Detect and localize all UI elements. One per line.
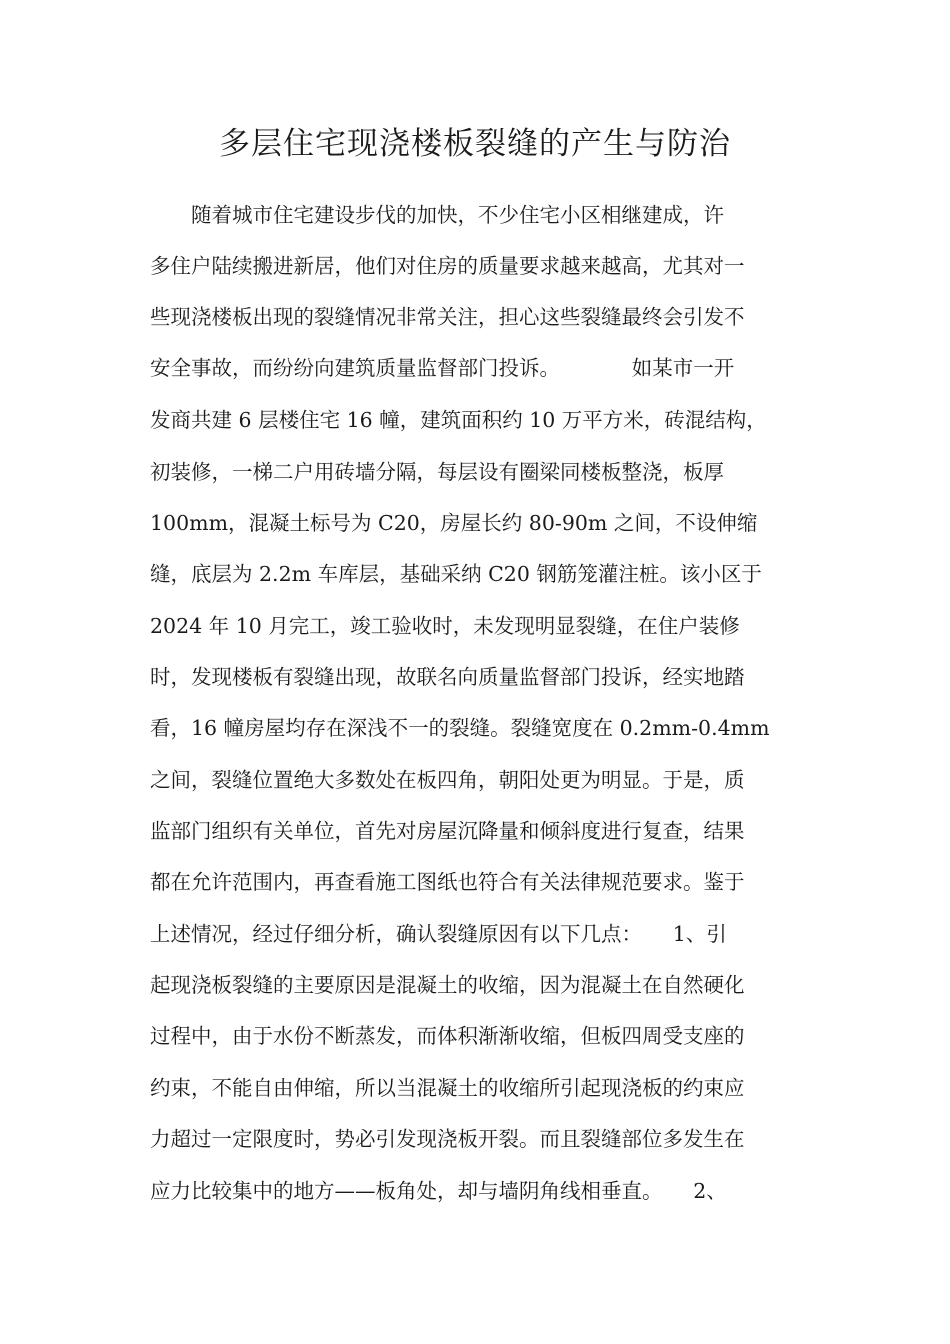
body-line: 2024 年 10 月完工，竣工验收时，未发现明显裂缝，在住户装修 — [150, 614, 740, 638]
body-line: 看，16 幢房屋均存在深浅不一的裂缝。裂缝宽度在 0.2mm-0.4mm — [150, 716, 770, 740]
document-title: 多层住宅现浇楼板裂缝的产生与防治 — [219, 126, 731, 162]
body-line: 初装修，一梯二户用砖墙分隔，每层设有圈梁同楼板整浇，板厚 — [150, 460, 724, 484]
body-line: 些现浇楼板出现的裂缝情况非常关注，担心这些裂缝最终会引发不 — [150, 305, 745, 329]
body-line: 上述情况，经过仔细分析，确认裂缝原因有以下几点： 1、引 — [150, 922, 727, 946]
body-line: 时，发现楼板有裂缝出现，故联名向质量监督部门投诉，经实地踏 — [150, 665, 745, 689]
body-line: 发商共建 6 层楼住宅 16 幢，建筑面积约 10 万平方米，砖混结构， — [150, 408, 767, 432]
body-line: 缝，底层为 2.2m 车库层，基础采纳 C20 钢筋笼灌注桩。该小区于 — [150, 562, 762, 586]
body-line: 力超过一定限度时，势必引发现浇板开裂。而且裂缝部位多发生在 — [150, 1127, 745, 1151]
body-line: 100mm，混凝土标号为 C20，房屋长约 80-90m 之间，不设伸缩 — [150, 511, 758, 535]
body-line: 都在允许范围内，再查看施工图纸也符合有关法律规范要求。鉴于 — [150, 870, 745, 894]
body-line: 起现浇板裂缝的主要原因是混凝土的收缩，因为混凝土在自然硬化 — [150, 973, 745, 997]
body-line: 随着城市住宅建设步伐的加快，不少住宅小区相继建成，许 — [150, 203, 724, 227]
body-line: 之间，裂缝位置绝大多数处在板四角，朝阳处更为明显。于是，质 — [150, 768, 745, 792]
body-line: 多住户陆续搬进新居，他们对住房的质量要求越来越高，尤其对一 — [150, 254, 745, 278]
body-line: 应力比较集中的地方——板角处，却与墙阴角线相垂直。 2、 — [150, 1179, 727, 1203]
body-line: 监部门组织有关单位，首先对房屋沉降量和倾斜度进行复查，结果 — [150, 819, 745, 843]
body-line: 过程中，由于水份不断蒸发，而体积渐渐收缩，但板四周受支座的 — [150, 1024, 745, 1048]
body-line: 约束，不能自由伸缩，所以当混凝土的收缩所引起现浇板的约束应 — [150, 1076, 745, 1100]
body-line: 安全事故，而纷纷向建筑质量监督部门投诉。 如某市一开 — [150, 356, 735, 380]
